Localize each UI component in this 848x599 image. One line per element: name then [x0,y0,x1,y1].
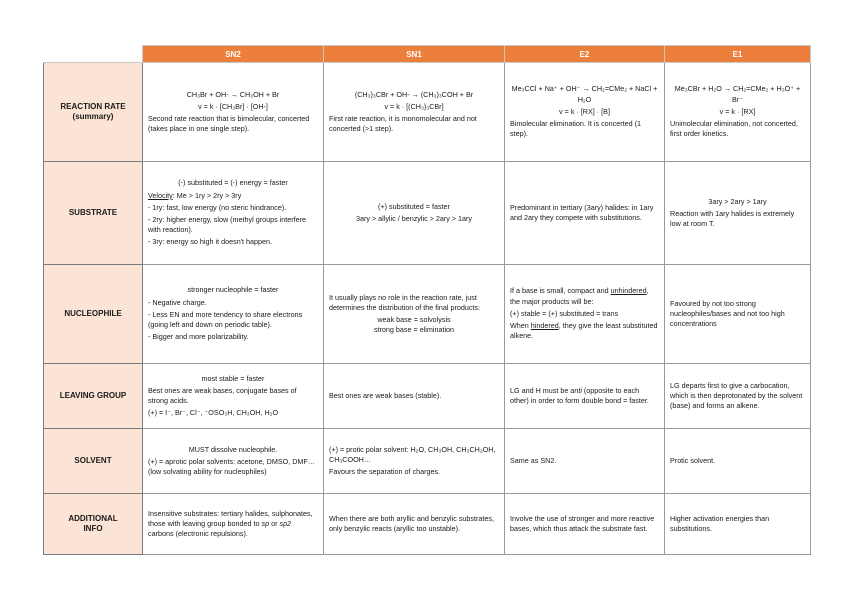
text-part: carbons (electronic repulsions). [148,529,248,539]
reaction-comparison-table [43,45,811,555]
cell-solvent-sn2 [143,429,324,494]
text-part: , the major products will be: [510,286,649,306]
examples-line: (+) = I⁻, Br⁻, Cl⁻, ⁻OSO₃H, CH₃OH, H₂O [148,408,279,418]
cell-leaving-group-e2 [505,364,665,429]
bullet-charge: - Negative charge. [148,297,207,307]
row-label-subtext: INFO [83,524,103,533]
cell-nucleophile-e2 [505,265,665,364]
text-part: LG and H must be [510,385,571,395]
velocity-word: Velocity [148,190,173,200]
text-part: or [269,518,280,528]
comparison-sheet [43,45,810,555]
rule-line: stronger nucleophile = faster [187,285,279,295]
cell-info-e1 [665,494,811,555]
description: Predominant in tertiary (3ary) halides: in 1ary and 2ary they compete with substitutions. [510,202,654,222]
order-line: 3ary > 2ary > 1ary [708,196,767,206]
description: Best ones are weak bases, conjugate bases of strong acids. [148,385,297,405]
row-label-text: REACTION RATE [60,101,126,111]
cell-nucleophile-sn1 [324,265,505,364]
row-additional-info [44,494,811,555]
cell-leaving-group-sn2 [143,364,324,429]
cell-info-sn1 [324,494,505,555]
row-label-substrate: SUBSTRATE [44,162,143,265]
header-sn1: SN1 [324,46,505,63]
anti-line [510,386,659,406]
description: Bimolecular elimination. It is concerted (1 step). [510,119,642,139]
bullet-tertiary: - 3ry: energy so high it doesn't happen. [148,237,273,247]
equation: (CH₃)₃CBr + OH- → (CH₃)₃COH + Br [354,89,474,99]
cell-leaving-group-e1 [665,364,811,429]
cell-solvent-e2 [505,429,665,494]
hindered-line [510,321,659,341]
rate-law: v = k · [CH₃Br] · [OH-] [198,101,268,111]
rate-law: v = k · [(CH₃)₃CBr] [384,101,444,111]
velocity-order: : Me > 1ry > 2ry > 3ry [172,190,242,200]
cell-substrate-e1 [665,162,811,265]
row-solvent [44,429,811,494]
row-label-reaction-rate [44,63,143,162]
description: When there are both aryllic and benzylic substrates, only benzylic reacts (aryllic too unstable). [329,513,494,533]
row-label-subtext: (summary) [72,112,114,121]
cell-leaving-group-sn1 [324,364,505,429]
bullet-secondary: - 2ry: higher energy, slow (methyl groups interfere with reaction). [148,215,307,235]
description: LG departs first to give a carbocation, which is then deprotonated by the solvent (base) and forms an alkene. [670,380,803,411]
cell-rate-sn2 [143,63,324,162]
rate-law: v = k · [RX] [719,106,756,116]
description: Favoured by not too strong nucleophiles/bases and not too high concentrations [670,298,785,329]
description: Unimolecular elimination, not concerted, first order kinetics. [670,119,798,139]
solvent-list: (+) = protic polar solvent: H₂O, CH₃OH, CH₃CH₂OH, CH₃COOH… [329,444,496,464]
text-part: Insensitive substrates: tertiary halides, sulphonates, those with leaving group bonded to [148,508,313,528]
description: Involve the use of stronger and more reactive bases, which thus attack the substrate fast. [510,513,655,533]
sp2-word: sp2 [279,518,292,528]
description: Same as SN2. [510,455,557,465]
header-e1: E1 [665,46,811,63]
sp-word: sp [261,518,270,528]
cell-solvent-e1 [665,429,811,494]
unhindered-line [510,286,659,306]
text-part: , they give the least substituted alkene. [510,321,658,341]
description: Favours the separation of charges. [329,467,441,477]
description: Second rate reaction that is bimolecular, concerted (takes place in one single step). [148,114,310,134]
cell-nucleophile-sn2 [143,265,324,364]
weak-base-line: weak base = solvolysis [377,315,451,324]
strong-base-line: strong base = elimination [373,325,455,335]
header-row [44,46,811,63]
cell-substrate-sn2 [143,162,324,265]
description: Best ones are weak bases (stable). [329,390,442,400]
text-part: When [510,321,531,331]
equation: Me₃CCl + Na⁺ + OH⁻ → CH₂=CMe₂ + NaCl + H₂O [511,84,658,104]
cell-rate-e2 [505,63,665,162]
row-label-solvent: SOLVENT [44,429,143,494]
cell-solvent-sn1 [324,429,505,494]
header-e2: E2 [505,46,665,63]
cell-info-e2 [505,494,665,555]
row-nucleophile [44,265,811,364]
bullet-primary: - 1ry: fast, low energy (no steric hindrance). [148,202,287,212]
corner-cell [44,46,143,63]
order-line: 3ary > allylic / benzylic > 2ary > 1ary [355,214,473,223]
cell-substrate-sn1 [324,162,505,265]
row-substrate [44,162,811,265]
bullet-en: - Less EN and more tendency to share electrons (going left and down on periodic table). [148,309,303,330]
row-label-nucleophile: NUCLEOPHILE [44,265,143,364]
rule-line: MUST dissolve nucleophile. [188,444,278,454]
row-reaction-rate [44,63,811,162]
row-label-leaving-group: LEAVING GROUP [44,364,143,429]
description: It usually plays no role in the reaction rate, just determines the distribution of the final products: [329,292,481,312]
stability-line: (+) stable = (+) substituted = trans [510,308,619,318]
bullet-polarizability: - Bigger and more polarizability. [148,332,249,342]
rate-law: v = k · [RX] · [B] [559,106,610,116]
velocity-line [148,191,318,201]
header-sn2: SN2 [143,46,324,63]
text-part: If a base is small, compact and [510,286,611,296]
cell-rate-e1 [665,63,811,162]
row-label-text: ADDITIONAL [68,513,118,523]
description [148,509,318,540]
equation: Me₃CBr + H₂O → CH₂=CMe₂ + H₃O⁺ + Br⁻ [674,84,801,104]
description: Protic solvent. [670,455,716,465]
equation: CH₃Br + OH- → CH₃OH + Br [186,89,280,99]
text-part: (opposite to each other) in order to form double bond = faster. [510,385,649,405]
rule-line: most stable = faster [201,373,265,383]
description: (+) = aprotic polar solvents: acetone, DMSO, DMF… (low solvating ability for nucleophiles) [148,456,315,477]
description: First rate reaction, it is monomolecular and not concerted (>1 step). [329,114,477,134]
anti-word: anti [570,385,582,395]
cell-nucleophile-e1 [665,265,811,364]
hindered-word: hindered [530,321,559,331]
row-label-additional-info [44,494,143,555]
rule-line: (+) substituted = faster [378,201,450,211]
cell-rate-sn1 [324,63,505,162]
cell-substrate-e2 [505,162,665,265]
description: Reaction with 1ary halides is extremely low at room T. [670,208,795,229]
description: Higher activation energies than substitutions. [670,513,770,533]
row-leaving-group [44,364,811,429]
rule-line: (-) substituted = (-) energy = faster [178,178,288,188]
unhindered-word: unhindered [610,286,647,296]
cell-info-sn2 [143,494,324,555]
